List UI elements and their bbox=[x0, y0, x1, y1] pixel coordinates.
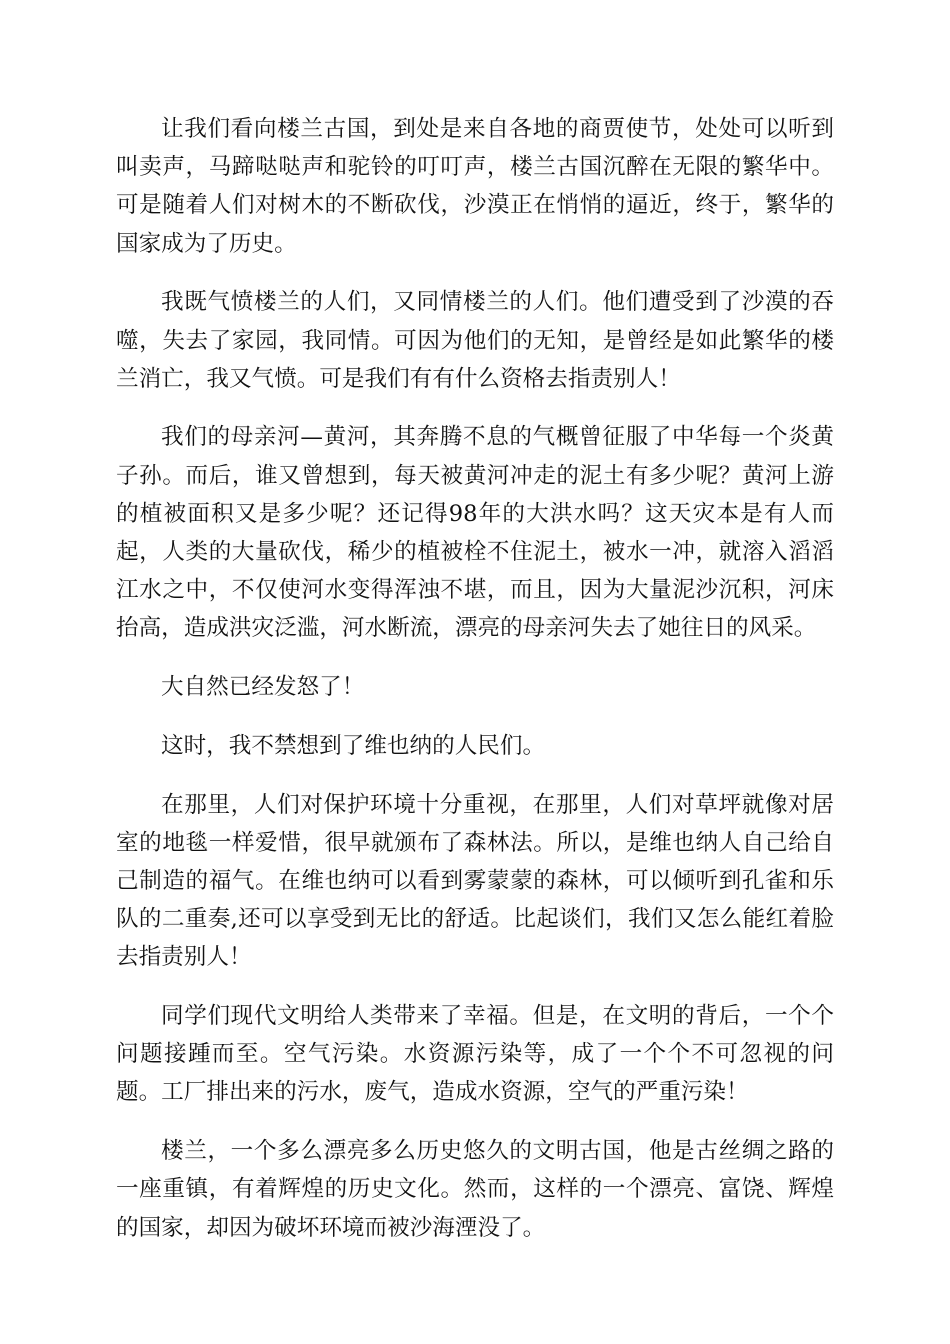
paragraph-modern-pollution: 同学们现代文明给人类带来了幸福。但是，在文明的背后，一个个问题接踵而至。空气污染。水资源污染等，成了一个个不可忽视的问题。工厂排出来的污水，废气，造成水资源，空气的严重污染！ bbox=[116, 1003, 834, 1106]
paragraph-vienna-intro: 这时，我不禁想到了维也纳的人民们。 bbox=[161, 732, 546, 759]
paragraph-vienna-environment: 在那里，人们对保护环境十分重视，在那里，人们对草坪就像对居室的地毯一样爱惜，很早就颁布了森林法。所以，是维也纳人自己给自己制造的福气。在维也纳可以看到雾蒙蒙的森林，可以倾听到孔雀和乐队的二重奏,还可以享受到无比的舒适。比起谈们，我们又怎么能红着脸去指责别人！ bbox=[116, 791, 834, 971]
paragraph-yellow-river: 我们的母亲河—黄河，其奔腾不息的气概曾征服了中华每一个炎黄子孙。而后，谁又曾想到，每天被黄河冲走的泥土有多少呢？黄河上游的植被面积又是多少呢？还记得98年的大洪水吗？这天灾本是有人而起，人类的大量砍伐，稀少的植被栓不住泥土，被水一冲，就溶入滔滔江水之中，不仅使河水变得浑浊不堪，而且，因为大量泥沙沉积，河床抬高，造成洪灾泛滥，河水断流，漂亮的母亲河失去了她往日的风采。 bbox=[116, 424, 834, 642]
paragraph-loulan-feelings: 我既气愤楼兰的人们，又同情楼兰的人们。他们遭受到了沙漠的吞噬，失去了家园，我同情。可因为他们的无知，是曾经是如此繁华的楼兰消亡，我又气愤。可是我们有有什么资格去指责别人！ bbox=[116, 289, 834, 392]
paragraph-loulan-prosperity: 让我们看向楼兰古国，到处是来自各地的商贾使节，处处可以听到叫卖声，马蹄哒哒声和驼铃的叮叮声，楼兰古国沉醉在无限的繁华中。可是随着人们对树木的不断砍伐，沙漠正在悄悄的逼近，终于，繁华的国家成为了历史。 bbox=[116, 116, 834, 257]
paragraph-nature-angry: 大自然已经发怒了！ bbox=[161, 674, 365, 701]
paragraph-loulan-buried: 楼兰，一个多么漂亮多么历史悠久的文明古国，他是古丝绸之路的一座重镇，有着辉煌的历史文化。然而，这样的一个漂亮、富饶、辉煌的国家，却因为破坏环境而被沙海湮没了。 bbox=[116, 1138, 834, 1241]
document-body bbox=[116, 110, 834, 1267]
